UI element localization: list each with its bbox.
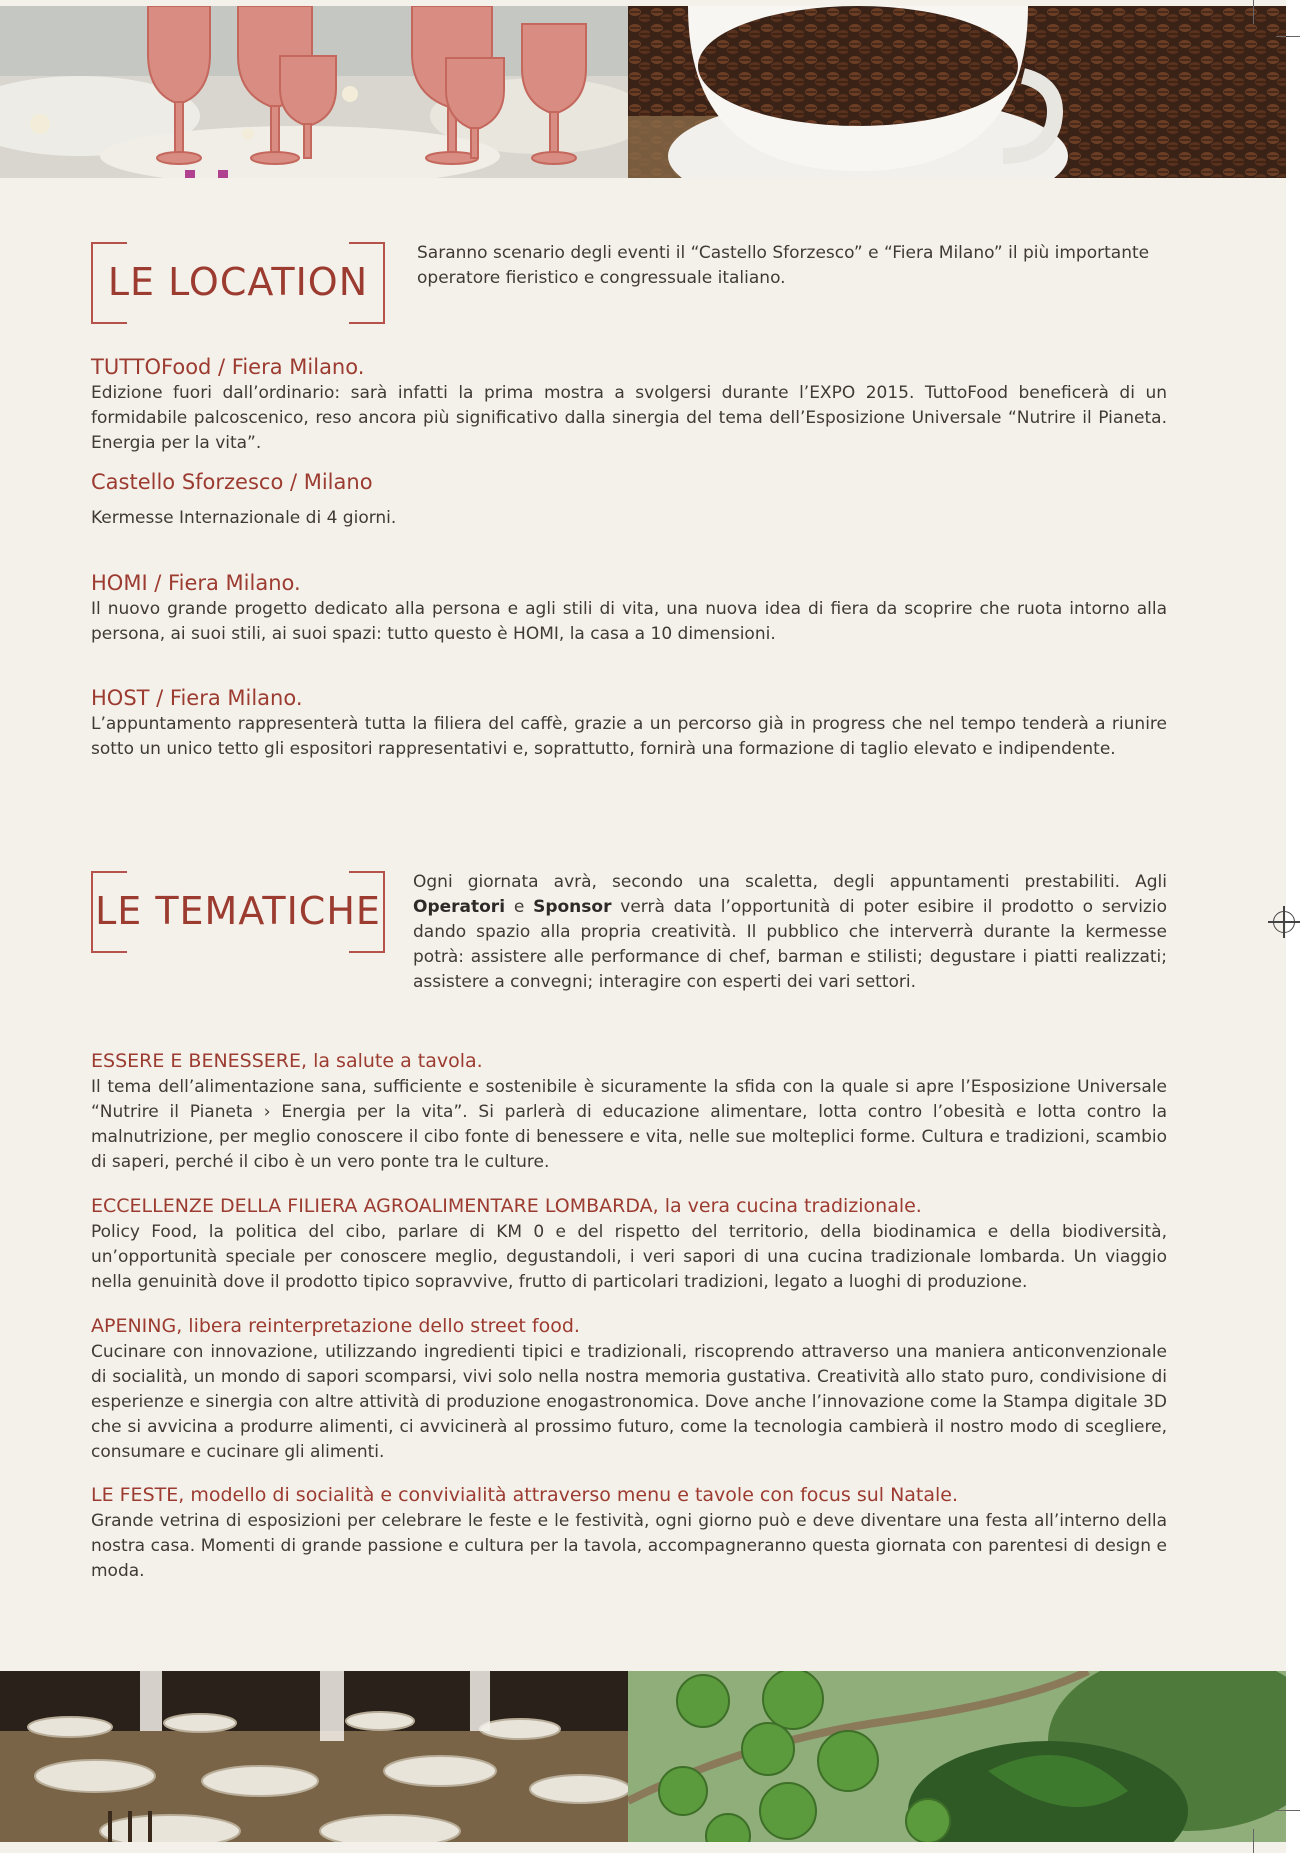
intro-bold-sponsor: Sponsor [533, 897, 612, 917]
tematica-item-text: Il tema dell’alimentazione sana, sufficiente e sostenibile è sicuramente la sfida con la quale si apre l’Esposizione Universale “Nutrire il Pianeta › Energia per la vita”. Si parlerà di educazione alimentare, lotta contro l’obesità e lotta contro la malnutrizione, per meglio conoscere il cibo fonte di benessere e vita, nelle sue molteplici forme. Cultura e tradizioni, scambio di saperi, perché il cibo è un vero ponte tra le culture. [91, 1077, 1167, 1172]
intro-text: e [505, 897, 534, 917]
crop-mark [1253, 0, 1254, 24]
crop-mark [1276, 36, 1300, 37]
crop-mark [1276, 1810, 1300, 1811]
location-intro: Saranno scenario degli eventi il “Castello Sforzesco” e “Fiera Milano” il più importante operatore fieristico e congressuale italiano. [417, 243, 1150, 288]
location-item-heading: HOMI / Fiera Milano. [91, 571, 301, 595]
tematiche-title: LE TEMATICHE [95, 889, 381, 933]
tematica-item-text: Cucinare con innovazione, utilizzando ingredienti tipici e tradizionali, riscoprendo attraverso una maniera anticonvenzionale di socialità, un mondo di sapori scomparsi, vivi solo nella nostra memoria gustativa. Creatività allo stato puro, condivisione di esperienze e sinergia con altre attività di produzione enogastronomica. Dove anche l’innovazione come la Stampa digitale 3D che si avvicina a produrre alimenti, ci avvicinerà al prossimo futuro, come la tecnologia cambierà il nostro modo di scegliere, consumare e cucinare gli alimenti. [91, 1342, 1167, 1462]
intro-text: verrà data l’opportunità di poter esibire il prodotto o servizio dando spazio alla propria creatività. Il pubblico che interverrà durante la kermesse potrà: assistere alle performance di chef, barman e stilisti; degustare i piatti realizzati; assistere a convegni; interagire con esperti dei vari settori. [413, 897, 1167, 992]
location-item-text: Kermesse Internazionale di 4 giorni. [91, 508, 397, 528]
dining-table-photo [0, 1671, 628, 1842]
location-item-castello [91, 468, 1167, 531]
location-item-heading: TUTTOFood / Fiera Milano. [91, 355, 365, 379]
tematiche-intro [413, 870, 1167, 995]
tematica-item-text: Grande vetrina di esposizioni per celebrare le feste e le festività, ogni giorno può e deve diventare una festa all’interno della nostra casa. Momenti di grande passione e cultura per la tavola, accompagneranno questa giornata con parentesi di design e moda. [91, 1511, 1167, 1581]
location-item-heading: Castello Sforzesco / Milano [91, 470, 373, 494]
location-item-tuttofood [91, 353, 1167, 456]
registration-mark [1273, 911, 1295, 933]
tematica-item-eccellenze [91, 1192, 1167, 1295]
tematica-item-benessere [91, 1047, 1167, 1175]
location-item-text: L’appuntamento rappresenterà tutta la filiera del caffè, grazie a un percorso già in progress che nel tempo tenderà a riunire sotto un unico tetto gli espositori rappresentativi e, soprattutto, fornirà una formazione di taglio elevato e indipendente. [91, 714, 1167, 759]
tematica-item-feste [91, 1481, 1167, 1584]
tematica-item-heading: APENING, libera reinterpretazione dello street food. [91, 1315, 580, 1337]
coffee-cup-photo [628, 6, 1286, 178]
location-item-homi [91, 569, 1167, 647]
location-item-host [91, 684, 1167, 762]
tematica-item-apening [91, 1312, 1167, 1465]
location-item-text: Edizione fuori dall’ordinario: sarà infatti la prima mostra a svolgersi durante l’EXPO 2015. TuttoFood beneficerà di un formidabile palcoscenico, reso ancora più significativo dalla sinergia del tema dell’Esposizione Universale “Nutrire il Pianeta. Energia per la vita”. [91, 383, 1167, 453]
crop-mark [1253, 1829, 1254, 1853]
location-item-heading: HOST / Fiera Milano. [91, 686, 303, 710]
location-section-title [91, 242, 385, 322]
tematica-item-heading: LE FESTE, modello di socialità e convivialità attraverso menu e tavole con focus sul Natale. [91, 1484, 959, 1506]
location-item-text: Il nuovo grande progetto dedicato alla persona e agli stili di vita, una nuova idea di fiera da scoprire che ruota intorno alla persona, ai suoi stili, ai suoi spazi: tutto questo è HOMI, la casa a 10 dimensioni. [91, 599, 1167, 644]
tematica-item-text: Policy Food, la politica del cibo, parlare di KM 0 e del rispetto del territorio, della biodinamica e della biodiversità, un’opportunità speciale per conoscere meglio, degustandoli, i veri sapori di una cucina tradizionale lombarda. Un viaggio nella genuinità dove il prodotto tipico sopravvive, frutto di particolari tradizioni, legato a luoghi di produzione. [91, 1222, 1167, 1292]
tematica-item-heading: ESSERE E BENESSERE, la salute a tavola. [91, 1050, 483, 1072]
tematica-item-heading: ECCELLENZE DELLA FILIERA AGROALIMENTARE LOMBARDA, la vera cucina tradizionale. [91, 1195, 922, 1217]
pink-glasses-photo [0, 6, 628, 178]
green-coffee-plant-photo [628, 1671, 1286, 1842]
intro-text: Ogni giornata avrà, secondo una scaletta, degli appuntamenti prestabiliti. Agli [413, 872, 1167, 892]
location-title: LE LOCATION [107, 260, 369, 304]
intro-bold-operatori: Operatori [413, 897, 506, 917]
tematiche-section-title [91, 871, 385, 951]
